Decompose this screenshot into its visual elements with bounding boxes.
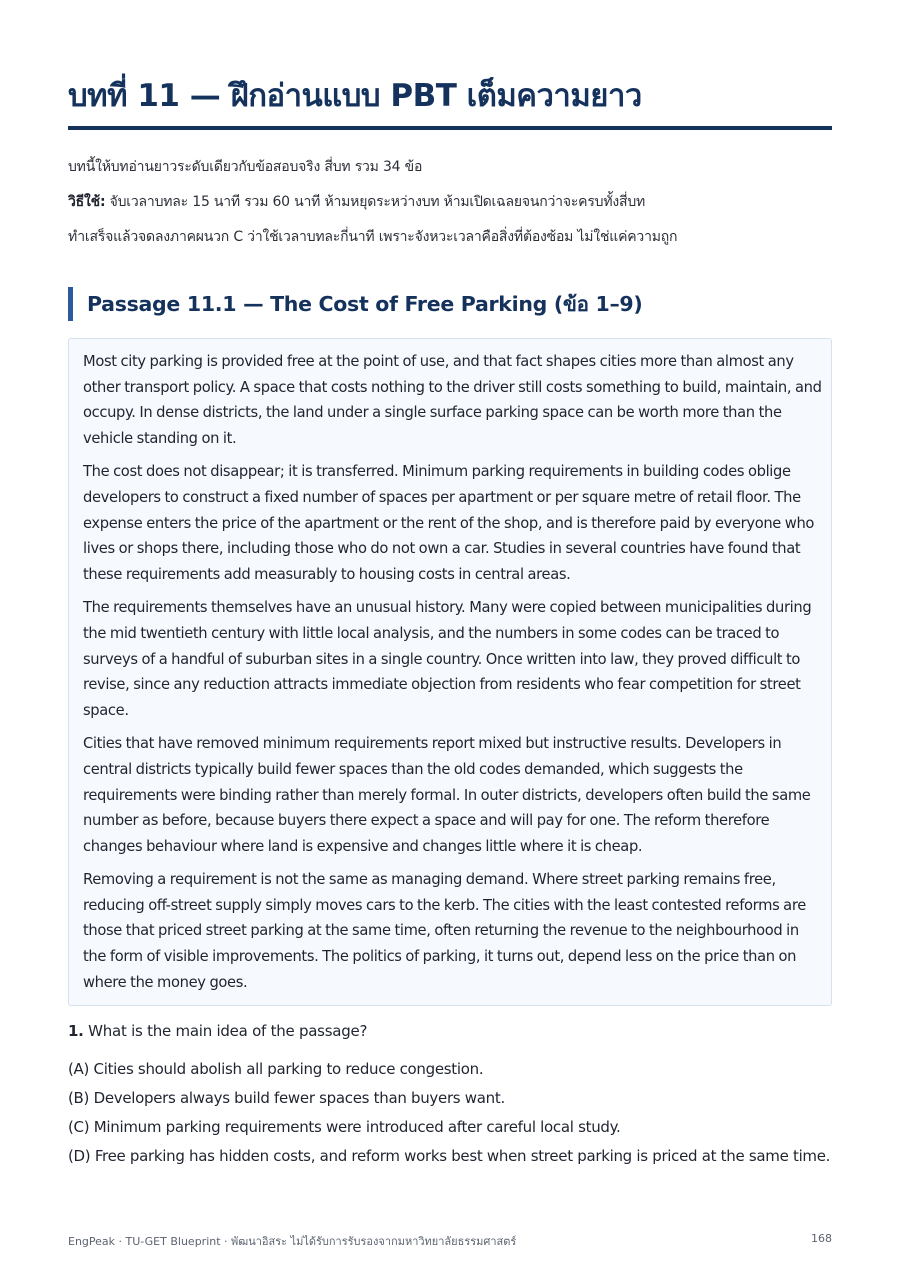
passage-paragraph-5: Removing a requirement is not the same as managing demand. Where street parking remains free, reducing off-street supply simply moves cars to the kerb. The cities with the least contested reforms are those that priced street parking at the same time, often returning the revenue to the neighbourhood in the form of visible improvements. The politics of parking, it turns out, depend less on the price than on where the money goes. bbox=[83, 871, 806, 991]
passage-title: Passage 11.1 — The Cost of Free Parking (ข้อ 1–9) bbox=[87, 292, 643, 316]
answer-options bbox=[68, 1056, 832, 1172]
passage-box bbox=[68, 338, 832, 1006]
footer-credit: EngPeak · TU-GET Blueprint · พัฒนาอิสระ ไม่ได้รับการรับรองจากมหาวิทยาลัยธรรมศาสตร์ bbox=[68, 1235, 517, 1248]
passage-paragraph-1: Most city parking is provided free at the point of use, and that fact shapes cities more than almost any other transport policy. A space that costs nothing to the driver still costs something to build, maintain, and occupy. In dense districts, the land under a single surface parking space can be worth more than the vehicle standing on it. bbox=[83, 353, 822, 447]
page-number: 168 bbox=[811, 1232, 832, 1245]
answer-option-a: (A) Cities should abolish all parking to reduce congestion. bbox=[68, 1060, 484, 1078]
intro-line-2 bbox=[68, 190, 832, 225]
question-stem bbox=[68, 1018, 832, 1044]
intro-line-3: ทำเสร็จแล้วจดลงภาคผนวก C ว่าใช้เวลาบทละกี่นาที เพราะจังหวะเวลาคือสิ่งที่ต้องซ้อม ไม่ใช่แค่ความถูก bbox=[68, 229, 678, 245]
document-page bbox=[68, 0, 832, 1272]
passage-heading bbox=[68, 287, 832, 321]
question-number: 1. bbox=[68, 1022, 84, 1040]
answer-option-d: (D) Free parking has hidden costs, and reform works best when street parking is priced at the same time. bbox=[68, 1147, 831, 1165]
section-accent-bar bbox=[68, 287, 73, 321]
answer-option-c: (C) Minimum parking requirements were introduced after careful local study. bbox=[68, 1118, 621, 1136]
instructions-label: วิธีใช้: bbox=[68, 194, 106, 210]
passage-paragraph-4: Cities that have removed minimum requirements report mixed but instructive results. Developers in central districts typically build fewer spaces than the old codes demanded, which suggests the requirements were binding rather than merely formal. In outer districts, developers often build the same number as before, because buyers there expect a space and will pay for one. The reform therefore changes behaviour where land is expensive and changes little where it is cheap. bbox=[83, 735, 811, 855]
answer-option-b: (B) Developers always build fewer spaces than buyers want. bbox=[68, 1089, 505, 1107]
passage-paragraph-2: The cost does not disappear; it is transferred. Minimum parking requirements in building codes oblige developers to construct a fixed number of spaces per apartment or per square metre of retail floor. The expense enters the price of the apartment or the rent of the shop, and is therefore paid by everyone who lives or shops there, including those who do not own a car. Studies in several countries have found that these requirements add measurably to housing costs in central areas. bbox=[83, 463, 815, 583]
instructions-text: จับเวลาบทละ 15 นาที รวม 60 นาที ห้ามหยุดระหว่างบท ห้ามเปิดเฉลยจนกว่าจะครบทั้งสี่บท bbox=[105, 194, 646, 210]
chapter-title: บทที่ 11 — ฝึกอ่านแบบ PBT เต็มความยาว bbox=[68, 78, 642, 114]
title-divider bbox=[68, 126, 832, 130]
question-text: What is the main idea of the passage? bbox=[83, 1022, 368, 1040]
intro-line-1: บทนี้ให้บทอ่านยาวระดับเดียวกับข้อสอบจริง สี่บท รวม 34 ข้อ bbox=[68, 159, 423, 175]
passage-paragraph-3: The requirements themselves have an unusual history. Many were copied between municipalities during the mid twentieth century with little local analysis, and the numbers in some codes can be traced to surveys of a handful of suburban sites in a single country. Once written into law, they proved difficult to revise, since any reduction attracts immediate objection from residents who fear competition for street space. bbox=[83, 599, 812, 719]
question-1 bbox=[68, 1018, 832, 1165]
chapter-intro bbox=[68, 155, 832, 260]
